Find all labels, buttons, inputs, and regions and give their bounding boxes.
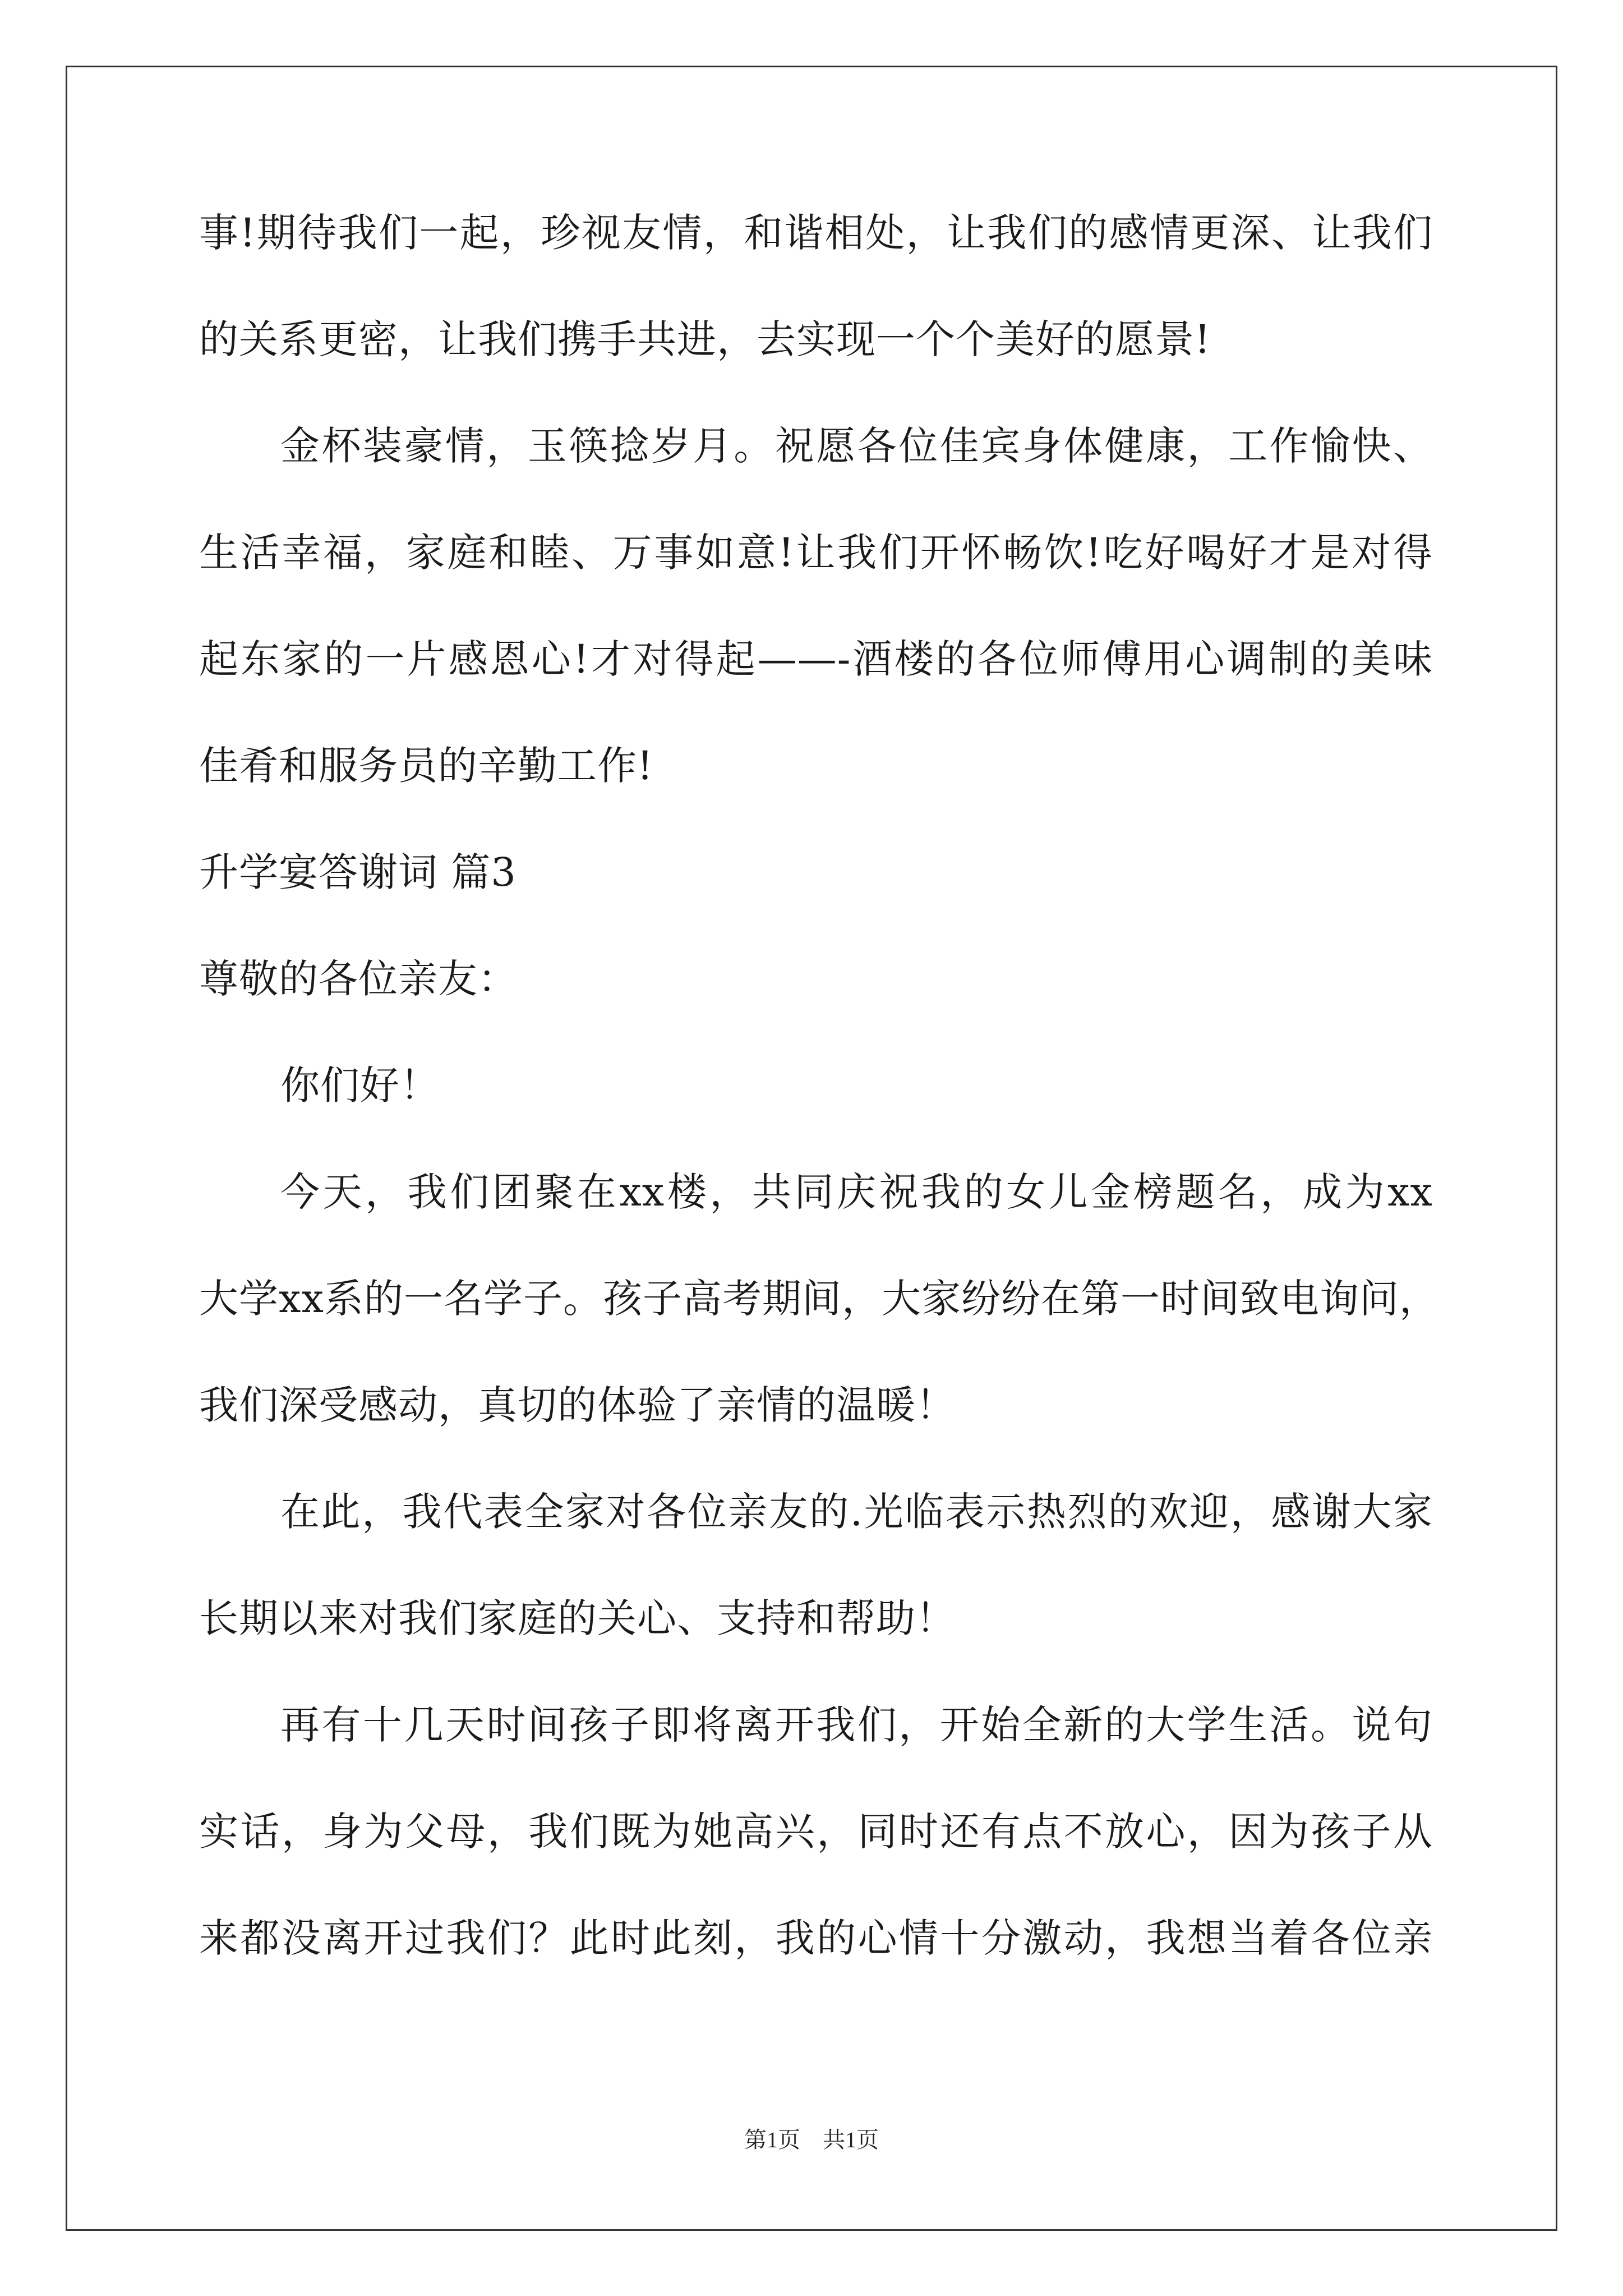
greeting: 你们好！ — [280, 1062, 440, 1108]
text-line: 今天，我们团聚在xx楼，共同庆祝我的女儿金榜题名，成为xx — [280, 1169, 1433, 1215]
text-line: 佳肴和服务员的辛勤工作! — [199, 743, 654, 789]
salutation: 尊敬的各位亲友： — [199, 956, 518, 1002]
text-line: 长期以来对我们家庭的关心、支持和帮助！ — [199, 1595, 956, 1641]
text-line: 生活幸福，家庭和睦、万事如意!让我们开怀畅饮!吃好喝好才是对得 — [199, 530, 1433, 576]
document-body — [199, 210, 1439, 2025]
page-footer: 第1页 共1页 — [744, 2127, 879, 2152]
text-line: 起东家的一片感恩心!才对得起——-酒楼的各位师傅用心调制的美味 — [199, 636, 1433, 682]
text-line: 的关系更密，让我们携手共进，去实现一个个美好的愿景! — [199, 316, 1211, 362]
text-line: 再有十几天时间孩子即将离开我们，开始全新的大学生活。说句 — [280, 1702, 1433, 1748]
text-line: 来都没离开过我们？此时此刻，我的心情十分激动，我想当着各位亲 — [199, 1915, 1433, 1961]
text-line: 我们深受感动，真切的体验了亲情的温暖！ — [199, 1382, 956, 1428]
text-line: 金杯装豪情，玉筷捻岁月。祝愿各位佳宾身体健康，工作愉快、 — [280, 423, 1433, 469]
text-line: 大学xx系的一名学子。孩子高考期间，大家纷纷在第一时间致电询问， — [199, 1276, 1439, 1322]
section-heading: 升学宴答谢词 篇3 — [199, 849, 517, 895]
text-line: 事!期待我们一起，珍视友情，和谐相处，让我们的感情更深、让我们 — [199, 210, 1433, 256]
text-line: 实话，身为父母，我们既为她高兴，同时还有点不放心，因为孩子从 — [199, 1809, 1433, 1855]
text-line: 在此，我代表全家对各位亲友的.光临表示热烈的欢迎，感谢大家 — [280, 1489, 1433, 1535]
